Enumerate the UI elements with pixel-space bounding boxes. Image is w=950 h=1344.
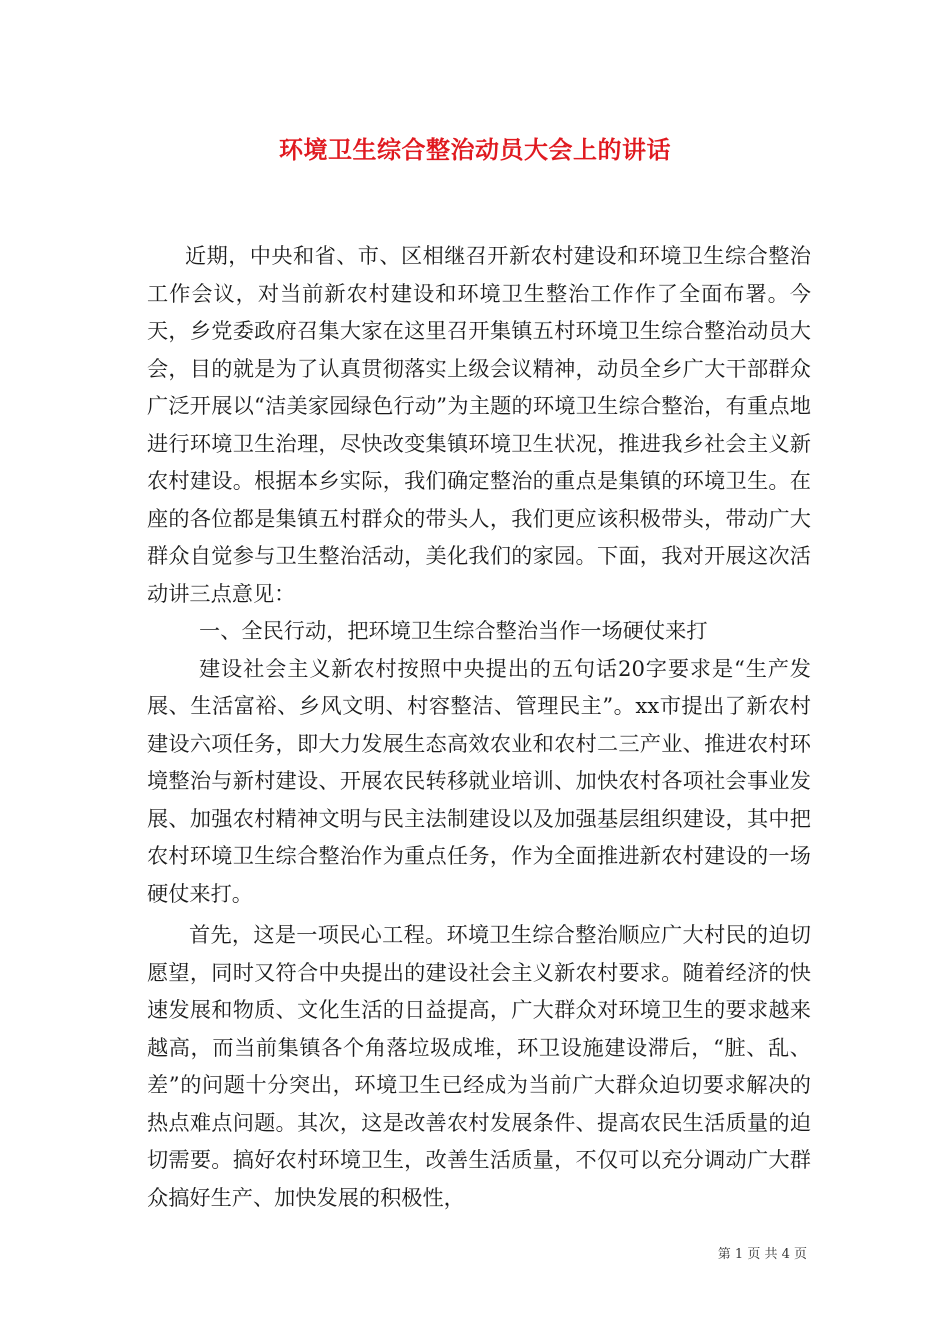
document-body	[147, 237, 811, 1216]
paragraph-first-point: 首先，这是一项民心工程。环境卫生综合整治顺应广大村民的迫切愿望，同时又符合中央提出的建设社会主义新农村要求。随着经济的快速发展和物质、文化生活的日益提高，广大群众对环境卫生的要求越来越高，而当前集镇各个角落垃圾成堆，环卫设施建设滞后，“脏、乱、差”的问题十分突出，环境卫生已经成为当前广大群众迫切要求解决的热点难点问题。其次，这是改善农村发展条件、提高农民生活质量的迫切需要。搞好农村环境卫生，改善生活质量，不仅可以充分调动广大群众搞好生产、加快发展的积极性，	[147, 922, 811, 1210]
paragraph-requirements: 建设社会主义新农村按照中央提出的五句话20字要求是“生产发展、生活富裕、乡风文明、村容整洁、管理民主”。xx市提出了新农村建设六项任务，即大力发展生态高效农业和农村二三产业、推进农村环境整治与新村建设、开展农民转移就业培训、加快农村各项社会事业发展、加强农村精神文明与民主法制建设以及加强基层组织建设，其中把农村环境卫生综合整治作为重点任务，作为全面推进新农村建设的一场硬仗来打。	[147, 655, 811, 906]
section-heading: 一、全民行动，把环境卫生综合整治当作一场硬仗来打	[199, 618, 708, 643]
page-number-footer: 第 1 页 共 4 页	[717, 1247, 807, 1262]
page-title: 环境卫生综合整治动员大会上的讲话	[279, 135, 671, 164]
paragraph-intro: 近期，中央和省、市、区相继召开新农村建设和环境卫生综合整治工作会议，对当前新农村建设和环境卫生整治工作作了全面布署。今天，乡党委政府召集大家在这里召开集镇五村环境卫生综合整治动员大会，目的就是为了认真贯彻落实上级会议精神，动员全乡广大干部群众广泛开展以“洁美家园绿色行动”为主题的环境卫生综合整治，有重点地进行环境卫生治理，尽快改变集镇环境卫生状况，推进我乡社会主义新农村建设。根据本乡实际，我们确定整治的重点是集镇的环境卫生。在座的各位都是集镇五村群众的带头人，我们更应该积极带头，带动广大群众自觉参与卫生整治活动，美化我们的家园。下面，我对开展这次活动讲三点意见：	[147, 243, 811, 606]
